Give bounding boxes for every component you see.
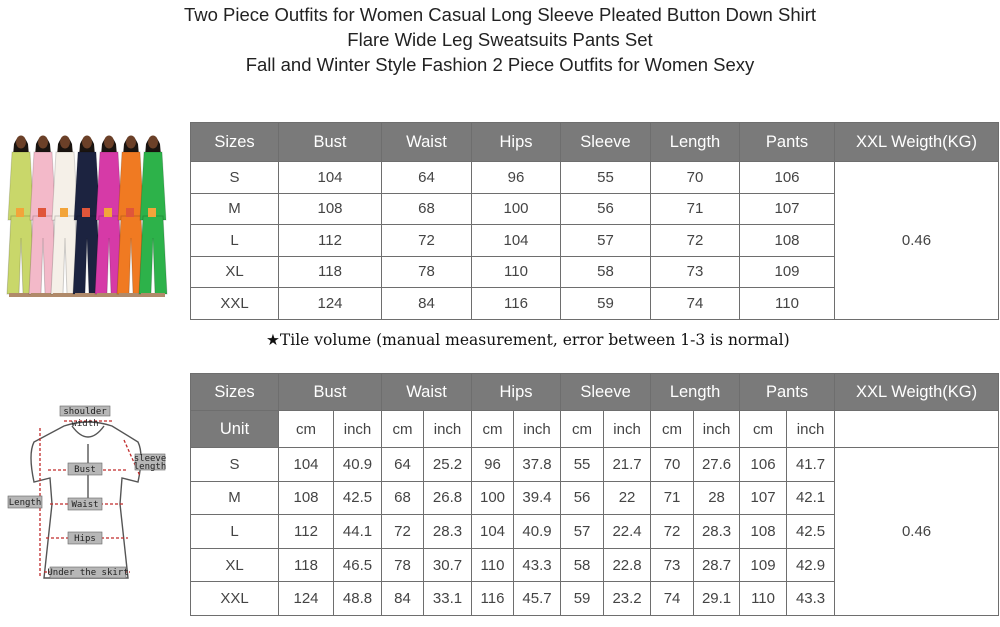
size-table-cm	[190, 122, 999, 320]
measurement-diagram	[4, 404, 174, 588]
table-cell: 108	[740, 225, 835, 257]
table-cell: 104	[279, 162, 382, 194]
table-cell: 104	[472, 515, 514, 549]
unit-inch: inch	[424, 411, 472, 448]
table-cell: 27.6	[694, 448, 740, 482]
unit-inch: inch	[604, 411, 651, 448]
table-cell: 124	[279, 288, 382, 320]
table-cell: 109	[740, 548, 787, 582]
size-cell: XL	[191, 256, 279, 288]
table-cell: 33.1	[424, 582, 472, 616]
table-cell: 39.4	[514, 481, 561, 515]
title-line-3: Fall and Winter Style Fashion 2 Piece Outfits for Women Sexy	[245, 54, 755, 75]
table-cell: 58	[561, 548, 604, 582]
table-cell: 74	[651, 582, 694, 616]
table-cell: 26.8	[424, 481, 472, 515]
width-label: width	[71, 419, 99, 429]
table-row	[191, 162, 999, 194]
table-cell: 112	[279, 515, 334, 549]
table-cell: 71	[651, 481, 694, 515]
table-cell: 107	[740, 481, 787, 515]
table-cell: 84	[382, 288, 472, 320]
table-cell: 22.4	[604, 515, 651, 549]
table-cell: 116	[472, 288, 561, 320]
size-cell: S	[191, 162, 279, 194]
header-waist: Waist	[382, 123, 472, 162]
header-hips: Hips	[472, 374, 561, 411]
shoulder-label: shoulder	[63, 407, 107, 417]
table-cell: 42.5	[787, 515, 835, 549]
table-cell: 37.8	[514, 448, 561, 482]
table-cell: 57	[561, 225, 651, 257]
table-cell: 43.3	[514, 548, 561, 582]
table-cell: 25.2	[424, 448, 472, 482]
header-weight: XXL Weigth(KG)	[835, 123, 999, 162]
table-cell: 45.7	[514, 582, 561, 616]
table-cell: 106	[740, 448, 787, 482]
unit-cm: cm	[740, 411, 787, 448]
table-cell: 59	[561, 288, 651, 320]
table-cell: 42.9	[787, 548, 835, 582]
length-label: Length	[8, 498, 42, 508]
table-cell: 71	[651, 193, 740, 225]
table-cell: 30.7	[424, 548, 472, 582]
table-cell: 72	[382, 515, 424, 549]
header-sleeve: Sleeve	[561, 123, 651, 162]
table-cell: 70	[651, 162, 740, 194]
table-cell: 64	[382, 448, 424, 482]
product-title	[0, 2, 1000, 77]
weight-cell: 0.46	[835, 162, 999, 320]
size-table-cm-inch	[190, 373, 999, 616]
unit-inch: inch	[694, 411, 740, 448]
bust-label: Bust	[74, 465, 96, 475]
table-cell: 106	[740, 162, 835, 194]
table-cell: 72	[651, 515, 694, 549]
sleeve-length-label: length	[133, 462, 167, 472]
table-cell: 112	[279, 225, 382, 257]
sleeve-label: sleeve	[133, 454, 167, 464]
table-cell: 109	[740, 256, 835, 288]
table-cell: 28.3	[694, 515, 740, 549]
table-cell: 104	[279, 448, 334, 482]
unit-inch: inch	[787, 411, 835, 448]
table-cell: 118	[279, 548, 334, 582]
unit-cm: cm	[561, 411, 604, 448]
table-cell: 100	[472, 481, 514, 515]
size-cell: L	[191, 225, 279, 257]
table-cell: 56	[561, 481, 604, 515]
unit-inch: inch	[334, 411, 382, 448]
size-cell: L	[191, 515, 279, 549]
header-length: Length	[651, 123, 740, 162]
size-cell: XL	[191, 548, 279, 582]
size-cell: XXL	[191, 288, 279, 320]
table-row	[191, 448, 999, 482]
table-cell: 43.3	[787, 582, 835, 616]
title-line-2: Flare Wide Leg Sweatsuits Pants Set	[347, 29, 653, 50]
table-cell: 110	[472, 256, 561, 288]
table-cell: 96	[472, 448, 514, 482]
header-sizes: Sizes	[191, 123, 279, 162]
table-cell: 56	[561, 193, 651, 225]
table-cell: 84	[382, 582, 424, 616]
header-sleeve: Sleeve	[561, 374, 651, 411]
hips-label: Hips	[74, 534, 96, 544]
header-bust: Bust	[279, 374, 382, 411]
size-cell: S	[191, 448, 279, 482]
table-cell: 96	[472, 162, 561, 194]
table-cell: 100	[472, 193, 561, 225]
table-cell: 46.5	[334, 548, 382, 582]
table-cell: 59	[561, 582, 604, 616]
table-cell: 72	[651, 225, 740, 257]
table-cell: 64	[382, 162, 472, 194]
header-waist: Waist	[382, 374, 472, 411]
header-sizes: Sizes	[191, 374, 279, 411]
table-cell: 22.8	[604, 548, 651, 582]
table-cell: 22	[604, 481, 651, 515]
table-cell: 110	[740, 582, 787, 616]
table-cell: 29.1	[694, 582, 740, 616]
table-cell: 44.1	[334, 515, 382, 549]
weight-cell: 0.46	[835, 448, 999, 616]
unit-inch: inch	[514, 411, 561, 448]
table-cell: 28.3	[424, 515, 472, 549]
table-cell: 110	[472, 548, 514, 582]
table-cell: 110	[740, 288, 835, 320]
model-figure	[139, 136, 167, 298]
size-cell: XXL	[191, 582, 279, 616]
table-cell: 57	[561, 515, 604, 549]
table-cell: 107	[740, 193, 835, 225]
title-line-1: Two Piece Outfits for Women Casual Long Sleeve Pleated Button Down Shirt	[183, 4, 817, 25]
unit-cm: cm	[472, 411, 514, 448]
size-cell: M	[191, 193, 279, 225]
table-cell: 78	[382, 548, 424, 582]
table-cell: 41.7	[787, 448, 835, 482]
table-cell: 73	[651, 548, 694, 582]
header-weight: XXL Weigth(KG)	[835, 374, 999, 411]
header-length: Length	[651, 374, 740, 411]
table-cell: 40.9	[334, 448, 382, 482]
unit-cm: cm	[382, 411, 424, 448]
models-photo	[6, 128, 178, 303]
table-cell: 73	[651, 256, 740, 288]
header-hips: Hips	[472, 123, 561, 162]
table-cell: 42.5	[334, 481, 382, 515]
table-cell: 48.8	[334, 582, 382, 616]
table-cell: 40.9	[514, 515, 561, 549]
table-cell: 58	[561, 256, 651, 288]
unit-header: Unit	[191, 411, 279, 448]
unit-cm: cm	[651, 411, 694, 448]
table-cell: 42.1	[787, 481, 835, 515]
table-cell: 55	[561, 162, 651, 194]
table-cell: 28	[694, 481, 740, 515]
header-pants: Pants	[740, 123, 835, 162]
table-cell: 116	[472, 582, 514, 616]
table-cell: 28.7	[694, 548, 740, 582]
table-cell: 74	[651, 288, 740, 320]
table-cell: 78	[382, 256, 472, 288]
table-cell: 68	[382, 481, 424, 515]
table-cell: 108	[740, 515, 787, 549]
size-cell: M	[191, 481, 279, 515]
table-cell: 70	[651, 448, 694, 482]
waist-label: Waist	[71, 500, 99, 510]
table-cell: 68	[382, 193, 472, 225]
table-cell: 72	[382, 225, 472, 257]
under-skirt-label: Under the skirt	[47, 568, 129, 578]
table-cell: 104	[472, 225, 561, 257]
table-cell: 124	[279, 582, 334, 616]
table-cell: 21.7	[604, 448, 651, 482]
unit-cm: cm	[279, 411, 334, 448]
table-cell: 118	[279, 256, 382, 288]
table-cell: 108	[279, 193, 382, 225]
table-cell: 55	[561, 448, 604, 482]
table-cell: 108	[279, 481, 334, 515]
header-bust: Bust	[279, 123, 382, 162]
table-cell: 23.2	[604, 582, 651, 616]
blank-cell	[835, 411, 999, 448]
measurement-note: ★Tile volume (manual measurement, error between 1-3 is normal)	[266, 331, 790, 349]
header-pants: Pants	[740, 374, 835, 411]
